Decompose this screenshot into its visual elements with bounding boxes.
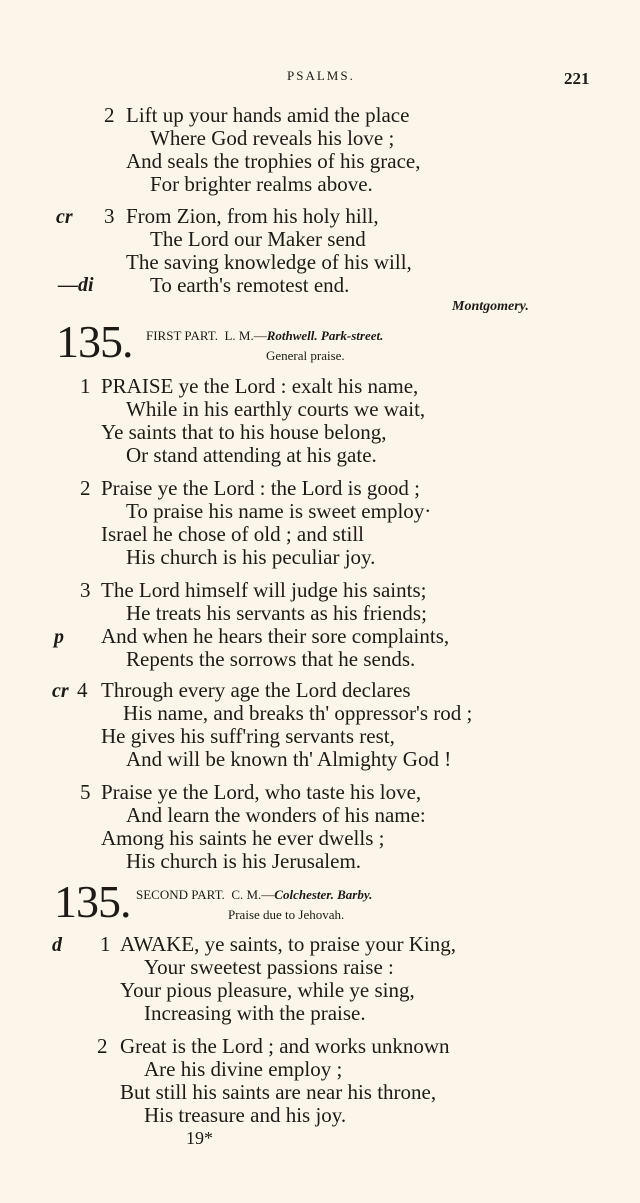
verse-line: His church is his Jerusalem. <box>126 849 362 873</box>
part-label: SECOND PART. <box>136 887 225 902</box>
verse-line: Repents the sorrows that he sends. <box>126 647 416 671</box>
verse-line: His name, and breaks th' oppressor's rod ; <box>123 701 473 725</box>
stanza-number: 2 <box>80 476 91 500</box>
hymn-subject: Praise due to Jehovah. <box>228 907 345 922</box>
tune-names: Colchester. Barby. <box>274 887 373 902</box>
stanza-number: 4 <box>77 678 88 702</box>
stanza-number: 2 <box>104 103 115 127</box>
dynamic-mark: d <box>52 934 62 956</box>
verse-line: His church is his peculiar joy. <box>126 545 376 569</box>
verse-line: The Lord our Maker send <box>150 227 366 251</box>
running-header: PSALMS. <box>287 68 355 83</box>
stanza-number: 3 <box>104 204 115 228</box>
hymn-number: 135. <box>56 316 133 367</box>
hymn-heading <box>146 328 383 344</box>
verse-line: Increasing with the praise. <box>144 1001 366 1025</box>
hymn-heading <box>136 887 372 903</box>
stanza-number: 1 <box>80 374 91 398</box>
verse-line: And will be known th' Almighty God ! <box>126 747 452 771</box>
verse-line: AWAKE, ye saints, to praise your King, <box>120 932 457 956</box>
stanza-number: 5 <box>80 780 91 804</box>
verse-line: From Zion, from his holy hill, <box>126 204 379 228</box>
hymn-subject: General praise. <box>266 348 345 363</box>
verse-line: But still his saints are near his throne, <box>120 1080 437 1104</box>
stanza-number: 2 <box>97 1034 108 1058</box>
verse-line: Ye saints that to his house belong, <box>101 420 387 444</box>
verse-line: Praise ye the Lord, who taste his love, <box>101 780 422 804</box>
author-attribution: Montgomery. <box>452 299 529 314</box>
verse-line: Lift up your hands amid the place <box>126 103 410 127</box>
verse-line: Great is the Lord ; and works unknown <box>120 1034 450 1058</box>
verse-line: Through every age the Lord declares <box>101 678 411 702</box>
verse-line: And seals the trophies of his grace, <box>126 149 421 173</box>
page-number: 221 <box>564 69 590 88</box>
verse-line: Your sweetest passions raise : <box>144 955 394 979</box>
dynamic-mark: cr <box>52 680 69 702</box>
signature-mark: 19* <box>186 1128 213 1148</box>
part-label: FIRST PART. <box>146 328 218 343</box>
verse-line: And learn the wonders of his name: <box>126 803 426 827</box>
verse-line: To praise his name is sweet employ· <box>126 499 432 523</box>
verse-line: While in his earthly courts we wait, <box>126 397 426 421</box>
verse-line: Among his saints he ever dwells ; <box>101 826 385 850</box>
verse-line: He gives his suff'ring servants rest, <box>101 724 395 748</box>
verse-line: The saving knowledge of his will, <box>126 250 412 274</box>
verse-line: He treats his servants as his friends; <box>126 601 427 625</box>
verse-line: Your pious pleasure, while ye sing, <box>120 978 415 1002</box>
verse-line: The Lord himself will judge his saints; <box>101 578 427 602</box>
verse-line: Or stand attending at his gate. <box>126 443 377 467</box>
dynamic-mark: cr <box>56 206 73 228</box>
verse-line: To earth's remotest end. <box>150 273 350 297</box>
verse-line: Israel he chose of old ; and still <box>101 522 365 546</box>
verse-line: PRAISE ye the Lord : exalt his name, <box>101 374 419 398</box>
verse-line: Are his divine employ ; <box>144 1057 343 1081</box>
stanza-number: 3 <box>80 578 91 602</box>
stanza-number: 1 <box>100 932 111 956</box>
verse-line: His treasure and his joy. <box>144 1103 347 1127</box>
verse-line: Praise ye the Lord : the Lord is good ; <box>101 476 421 500</box>
verse-line: For brighter realms above. <box>150 172 373 196</box>
dynamic-mark: p <box>54 626 64 648</box>
verse-line: Where God reveals his love ; <box>150 126 395 150</box>
dynamic-mark: —di <box>58 274 94 296</box>
meter-label: L. M.— <box>224 328 267 343</box>
hymn-number: 135. <box>54 876 131 927</box>
meter-label: C. M.— <box>231 887 275 902</box>
tune-names: Rothwell. Park-street. <box>266 328 384 343</box>
verse-line: And when he hears their sore complaints, <box>101 624 450 648</box>
